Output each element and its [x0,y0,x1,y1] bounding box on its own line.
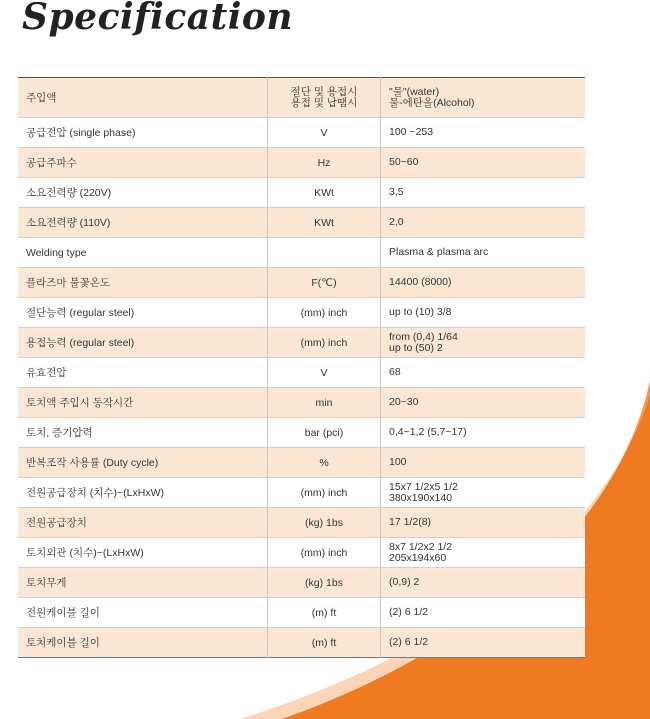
table-header-row [18,78,585,118]
header-unit-cell [268,78,381,118]
spec-value-line: (0,9) 2 [389,576,420,588]
spec-name-cell: 소요전력량 (110V) [26,217,111,229]
spec-name-cell: 절단능력 (regular steel) [26,307,135,319]
spec-unit-cell: V [268,118,381,148]
spec-value-cell [381,478,586,508]
spec-name-cell: 전원공급장치 (치수)~(LxHxW) [26,487,165,499]
spec-name-cell: 용접능력 (regular steel) [26,337,135,349]
spec-name-cell: 유효전압 [26,367,67,379]
table-row [18,178,585,208]
table-row [18,448,585,478]
spec-value-cell [381,238,586,268]
spec-value-cell [381,118,586,148]
spec-name-cell: 전원케이블 길이 [26,607,100,619]
spec-value-line: 380x190x140 [389,491,453,504]
table-row [18,328,585,358]
spec-name-cell: 전원공급장치 [26,517,87,529]
spec-value-cell [381,208,586,238]
spec-value-line: 100 ~253 [389,126,434,138]
spec-unit-cell: (m) ft [268,598,381,628]
spec-unit-cell: (mm) inch [268,478,381,508]
spec-name-cell: Welding type [26,246,87,259]
table-row [18,118,585,148]
spec-unit-cell: (m) ft [268,628,381,658]
spec-value-line: 15x7 1/2x5 1/2 [389,480,458,493]
spec-value-line: 68 [389,366,401,378]
spec-unit-cell: (kg) 1bs [268,568,381,598]
spec-name-cell: 토치액 주입시 동작시간 [26,397,134,409]
spec-value-line: 205x194x60 [389,551,447,564]
spec-value-line: 17 1/2(8) [389,516,432,528]
spec-unit-cell: (mm) inch [268,298,381,328]
spec-value-line: 14400 (8000) [389,276,452,288]
table-row [18,268,585,298]
table-row [18,208,585,238]
spec-value-line: from (0,4) 1/64 [389,330,458,343]
table-row [18,628,585,658]
spec-value-line: 3,5 [389,186,404,198]
spec-unit-cell: (mm) inch [268,328,381,358]
spec-value-line: up to (50) 2 [389,341,443,354]
spec-unit-cell: (kg) 1bs [268,508,381,538]
table-row [18,508,585,538]
spec-value-cell [381,448,586,478]
spec-name-cell: 반복조작 사용률 (Duty cycle) [26,457,159,469]
spec-value-line: up to (10) 3/8 [389,306,452,318]
spec-value-cell [381,568,586,598]
spec-value-line: Plasma & plasma arc [389,246,489,258]
page-title: Specification [22,0,294,38]
spec-value-line: 8x7 1/2x2 1/2 [389,540,453,553]
spec-value-cell [381,328,586,358]
spec-value-line: 20~30 [389,396,419,408]
spec-value-cell [381,268,586,298]
table-row [18,598,585,628]
spec-unit-cell: KWt [268,208,381,238]
spec-unit-cell: min [268,388,381,418]
spec-value-cell [381,388,586,418]
table-row [18,568,585,598]
header-name-cell: 주입액 [26,92,57,104]
spec-name-cell: 소요전력량 (220V) [26,187,112,199]
spec-table [18,77,585,658]
header-unit-line: 용접 및 납땜시 [290,96,358,109]
spec-value-cell [381,298,586,328]
spec-unit-cell: F(℃) [268,268,381,298]
spec-unit-cell: V [268,358,381,388]
spec-value-line: (2) 6 1/2 [389,636,429,648]
header-value-line: "물"(water) [389,85,440,98]
header-unit-line: 절단 및 용접시 [290,85,358,98]
spec-value-line: 50~60 [389,156,419,168]
spec-unit-cell: KWt [268,178,381,208]
spec-name-cell: 공급주파수 [26,157,77,169]
spec-value-cell [381,598,586,628]
table-row [18,358,585,388]
table-row [18,298,585,328]
spec-name-cell: 토치케이블 길이 [26,637,100,649]
spec-unit-cell: bar (pci) [268,418,381,448]
table-row [18,238,585,268]
header-value-cell [381,78,586,118]
header-value-line: 물-에탄올(Alcohol) [389,96,475,109]
table-row [18,418,585,448]
spec-value-line: 0,4~1,2 (5,7~17) [389,426,467,438]
table-row [18,388,585,418]
spec-name-cell: 토치, 증기압력 [26,427,93,439]
spec-value-cell [381,178,586,208]
table-row [18,538,585,568]
spec-unit-cell: % [268,448,381,478]
spec-value-cell [381,148,586,178]
spec-value-line: 2,0 [389,216,404,228]
spec-value-cell [381,358,586,388]
table-row [18,478,585,508]
spec-name-cell: 토치무게 [26,577,67,589]
spec-value-cell [381,418,586,448]
spec-value-cell [381,538,586,568]
table-row [18,148,585,178]
spec-value-cell [381,508,586,538]
spec-name-cell: 공급전압 (single phase) [26,127,136,139]
spec-value-cell [381,628,586,658]
spec-unit-cell [268,238,381,268]
spec-name-cell: 플라즈마 불꽃온도 [26,277,111,289]
spec-unit-cell: (mm) inch [268,538,381,568]
spec-name-cell: 토치외관 (치수)~(LxHxW) [26,547,144,559]
spec-value-line: 100 [389,456,407,468]
spec-unit-cell: Hz [268,148,381,178]
spec-value-line: (2) 6 1/2 [389,606,429,618]
